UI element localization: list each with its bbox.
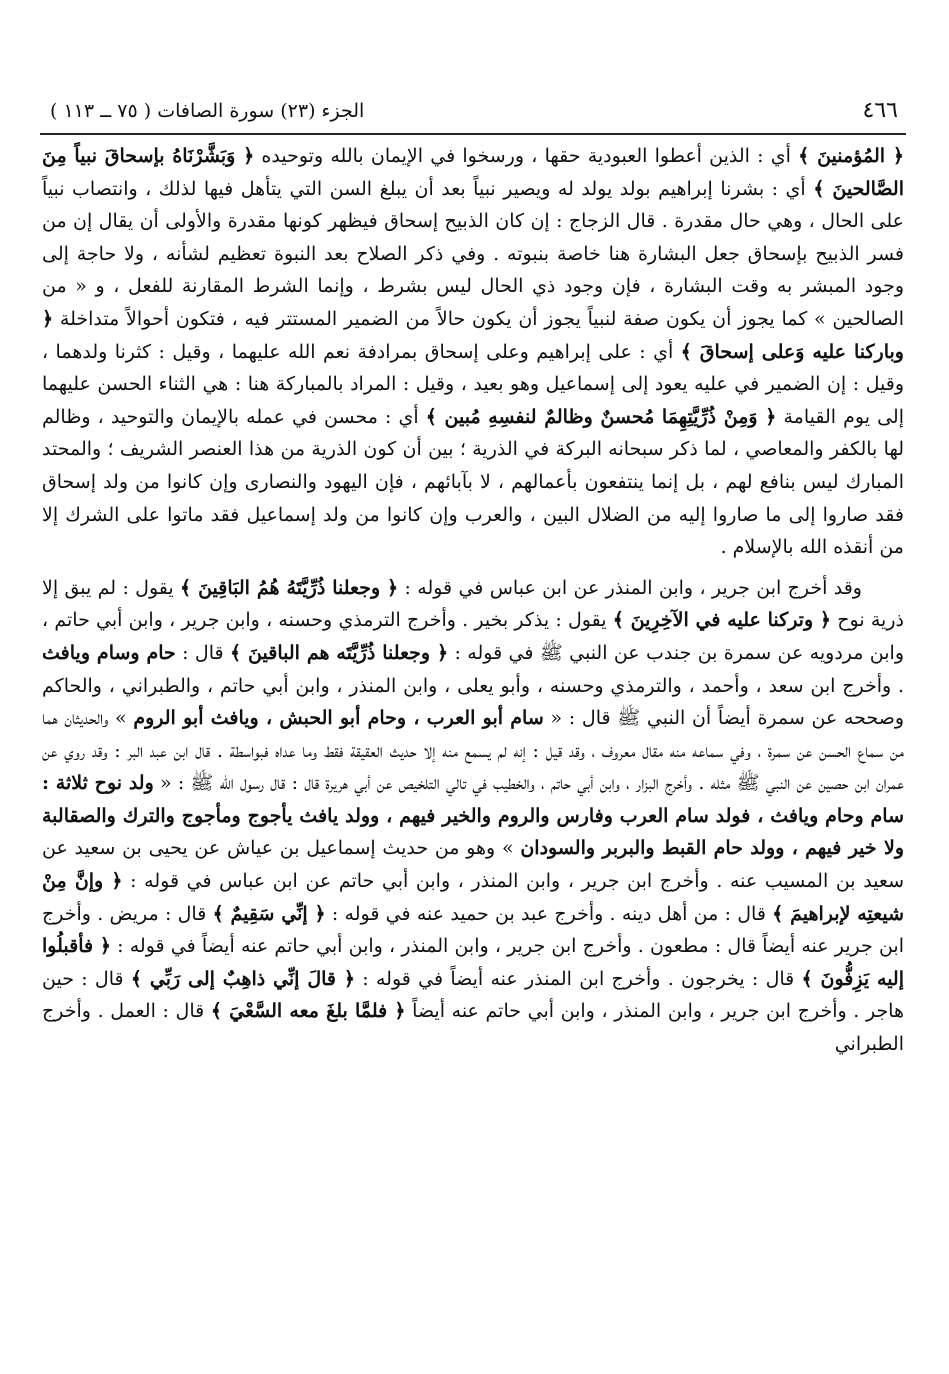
quran-quote: ﴿ وباركنا عليه وَعلى إسحاقَ ﴾ [42,307,904,363]
body-text: » وهو من حديث إسماعيل بن عياش عن يحيى بن سعيد عن سعيد بن المسيب عنه . وأخرج ابن جرير ، وابن المنذر ، وابن أبي حاتم عن ابن عباس في قوله : [42,837,904,893]
quran-quote: ﴿ وإنَّ مِنْ شيعتِه لإبراهيمَ ﴾ [42,870,904,925]
body-text: قال : مريض . وأخرج ابن جرير عنه أيضاً قال : مطعون . وأخرج ابن جرير ، وابن المنذر ، وابن أبي حاتم عنه أيضاً في قوله : [42,902,904,958]
quran-quote: ﴿ فأقبلُوا إليه يَزِفُّونَ ﴾ [42,935,905,990]
body-text: قال : حين هاجر . وأخرج ابن جرير ، وابن المنذر ، وابن أبي حاتم عنه أيضاً [42,967,904,1023]
body-text: قال : [175,641,230,664]
body-text: أي : على إبراهيم وعلى إسحاق بمرادفة نعم الله عليهما ، وقيل : كثرنا ولدهما ، وقيل : إن الضمير في عليه يعود إلى إسماعيل وهو بعيد ، وقيل : المراد بالمباركة هنا : هي الثناء الحسن عليهما إلى يوم القيامة [42,340,904,428]
page-header [40,98,906,132]
hadith-text: ولد نوح ثلاثة : سام وحام ويافث ، فولد سام العرب وفارس والروم والخير فيهم ، وولد يافث يأجوج ومأجوج والترك والصقالبة ولا خير فيهم ، وولد حام القبط والبربر والسودان [42,772,904,860]
body-text: أي : الذين أعطوا العبودية حقها ، ورسخوا في الإيمان بالله وتوحيده [254,145,799,167]
body-text: قال : من أهل دينه . وأخرج عبد بن حميد عنه في قوله : [325,902,773,925]
quran-quote: ﴿ إنِّي سَقِيمٌ ﴾ [212,902,326,925]
hadith-text: سام أبو العرب ، وحام أبو الحبش ، ويافث أبو الروم [133,707,544,730]
body-text: . وأخرج ابن سعد ، وأحمد ، والترمذي وحسنه ، وأبو يعلى ، وابن المنذر ، وابن أبي حاتم ، والطبراني ، والحاكم وصححه عن سمرة أيضاً أن النبي ﷺ قال : « [42,674,904,730]
quran-quote: ﴿ وَمِنْ ذُرِّيَّتِهِمَا مُحسنٌ وظالمٌ لنفسِهِ مُبين ﴾ [425,405,777,428]
body-text: قال : يخرجون . وأخرج ابن المنذر عنه أيضاً في قوله : [355,967,802,990]
body-text: يقول : لم يبق إلا ذرية نوح [42,576,904,632]
body-text: يقول : يذكر بخير . وأخرج الترمذي وحسنه ، وابن جرير ، وابن أبي حاتم ، وابن مردويه عن سمرة بن جندب عن النبي ﷺ في قوله : [42,609,904,664]
page-body [42,140,904,1061]
header-rule [40,133,906,135]
body-text: » والحديثان هما من سماع الحسن عن سمرة ، وفي سماعه منه مقال معروف ، وقد قيل : إنه لم يسمع منه إلا حديث العقيقة فقط وما عداه فبواسطة . قال ابن عبد البر : وقد روي عن عمران ابن حصين عن النبي ﷺ مثله . وأخرج البزار ، وابن أبي حاتم ، والخطيب في تالي التلخيص عن أبي هريرة قال : قال رسول الله ﷺ : « [42,707,905,795]
paragraph-tafsir [42,140,904,564]
body-text: أي : محسن في عمله بالإيمان والتوحيد ، وظالم لها بالكفر والمعاصي ، لما ذكر سبحانه البركة في الذرية ؛ بين أن كون الذرية من هذا العنصر الشريف ؛ والمحتد المبارك ليس بنافع لهم ، بل إنما ينتفعون بأعمالهم ، لا بآبائهم ، فإن اليهود والنصارى وإن كانوا من ولد إسحاق فقد صاروا إلى ما صاروا إليه من الضلال البين ، والعرب وإن كانوا من ولد إسماعيل فقد ماتوا على الشرك إلا من أنقذه الله بالإسلام . [42,405,904,559]
quran-quote: ﴿ قالَ إنِّي ذاهِبٌ إلى رَبِّي ﴾ [130,967,355,990]
hadith-text: حام وسام ويافث [42,641,176,664]
quran-quote: ﴿ المُؤمنينَ ﴾ [798,145,904,167]
quran-quote: ﴿ وجعلنا ذُرِّيَّتَهُ هُمُ البَاقِينَ ﴾ [180,576,399,599]
quran-quote: ﴿ وَبَشَّرْنَاهُ بإسحاقَ نبياً مِنَ الصَّالحينَ ﴾ [42,145,904,200]
quran-quote: ﴿ وجعلنا ذُرِّيَّتَه هم الباقينَ ﴾ [229,641,449,664]
paragraph-narrations [42,572,904,1061]
page-number: ٤٦٦ [862,98,898,123]
quran-quote: ﴿ فلمَّا بلغَ معه السَّعْيَ ﴾ [210,1000,406,1023]
body-text: قال : العمل . وأخرج الطبراني [42,1000,904,1056]
running-title: الجزء (٢٣) سورة الصافات ( ٧٥ ــ ١١٣ ) [50,100,365,122]
quran-quote: ﴿ وتركنا عليه في الآخِرِينَ ﴾ [612,609,832,632]
body-text: أي : بشرنا إبراهيم بولد يولد له ويصير نبياً بعد أن يبلغ السن التي يتأهل فيها لذلك ، وانتصاب نبياً على الحال ، وهي حال مقدرة . قال الزجاج : إن كان الذبيح إسحاق فيظهر كونها مقدرة والأولى أن يقال إن من فسر الذبيح بإسحاق جعل البشارة هنا خاصة بنبوته . وفي ذكر الصلاح بعد النبوة تعظيم لشأنه ، ولا حاجة إلى وجود المبشر به وقت البشارة ، فإن وجود ذي الحال ليس بشرط ، وإنما الشرط المقارنة للفعل ، و « من الصالحين » كما يجوز أن يكون صفة لنبياً يجوز أن يكون حالاً من الضمير المستتر فيه ، فتكون أحوالاً متداخلة [42,177,904,330]
body-text: وقد أخرج ابن جرير ، وابن المنذر عن ابن عباس في قوله : [398,576,862,599]
